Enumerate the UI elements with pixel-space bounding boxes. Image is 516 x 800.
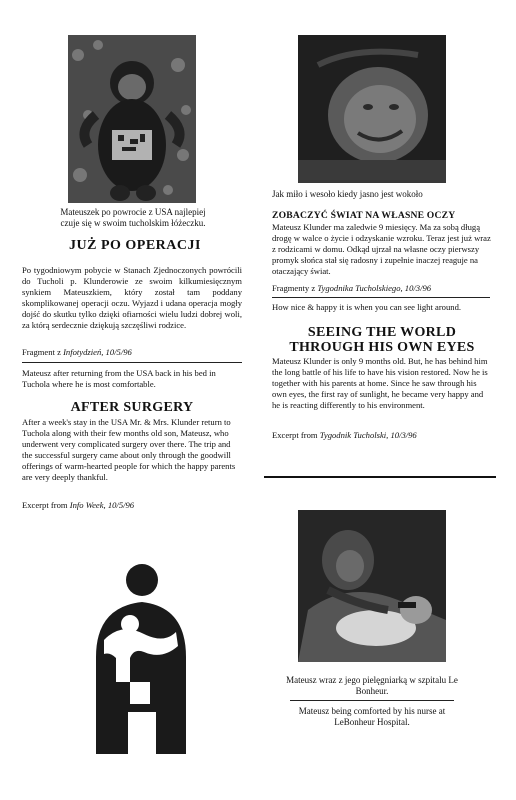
section-divider: [264, 476, 496, 478]
divider: [272, 297, 490, 298]
heading-en-left: AFTER SURGERY: [70, 400, 194, 415]
caption-en-left: Mateusz after returning from the USA back in his bed in Tuchola where he is most comfortable.: [22, 368, 216, 389]
photo2-caption: Jak miło i wesoło kiedy jasno jest wokoło: [272, 189, 423, 199]
heading-pl-right: ZOBACZYĆ ŚWIAT NA WŁASNE OCZY: [272, 210, 456, 221]
source-prefix: Fragment z: [22, 347, 64, 357]
article-body-en-right: Mateusz Klunder is only 9 months old. But, he has behind him the long battle of his life to have his vision restored. Now he is together with his parents at home. Since he saw through his own eyes, the first ray of sunlight, he became very happy and he is reacting differently to his environment.: [272, 356, 488, 410]
source-title: Tygodnika Tucholskiego, 10/3/96: [317, 283, 432, 293]
source-pl-right: [272, 283, 492, 294]
divider: [22, 362, 242, 363]
source-prefix: Excerpt from: [22, 500, 70, 510]
smiling-baby-photo: [298, 35, 446, 183]
nurse-with-baby-photo: [298, 510, 446, 662]
source-en-left: [22, 500, 242, 511]
source-title: Info Week, 10/5/96: [69, 500, 135, 510]
source-title: Infotydzień, 10/5/96: [63, 347, 132, 357]
heading-en-right: SEEING THE WORLD THROUGH HIS OWN EYES: [289, 325, 475, 355]
article-body-pl-right: Mateusz Klunder ma zaledwie 9 miesięcy. Ma za sobą długą drogę w walce o życie i odzyskanie wzroku. Teraz jest już wraz z rodzicami w domu. Odkąd ujrzał na własne oczy pierwszy promyk słońca stał się radosny i zupełnie inaczej reaguje na otaczający świat.: [272, 222, 491, 276]
source-prefix: Fragmenty z: [272, 283, 318, 293]
source-title: Tygodnik Tucholski, 10/3/96: [319, 430, 417, 440]
source-pl-left: [22, 347, 242, 358]
caption-en-right: How nice & happy it is when you can see light around.: [272, 302, 462, 312]
baby-in-crib-photo: [68, 35, 196, 203]
source-prefix: Excerpt from: [272, 430, 320, 440]
article-body-pl-left: Po tygodniowym pobycie w Stanach Zjednoczonych powrócili do Tucholi p. Klunderowie ze swoim kilkumiesięcznym synkiem Mateuszkiem, który został tam poddany skomplikowanej operacji oczu. Wyjazd i udana operacja mogły dojść do skutku tylko dzięki ofiarności wielu ludzi dobrej woli, za którą serdecznie dziękują szczęśliwi rodzice.: [22, 265, 242, 330]
heading-pl-left: JUŻ PO OPERACJI: [69, 238, 201, 253]
parent-child-logo: [86, 562, 196, 754]
article-body-en-left: After a week's stay in the USA Mr. & Mrs. Klunder return to Tuchola along with their few months old son, Mateusz, who underwent very complicated surgery over there. The trip and the successful surgery came about only through the goodwill offerings of warm-hearted people for which the happy parents are very deeply thankful.: [22, 417, 236, 482]
divider: [290, 700, 454, 701]
photo3-caption-en: Mateusz being comforted by his nurse at LeBonheur Hospital.: [298, 706, 446, 727]
photo3-caption-pl: Mateusz wraz z jego pielęgniarką w szpitalu Le Bonheur.: [286, 675, 458, 696]
photo1-caption: Mateuszek po powrocie z USA najlepiej czuje się w swoim tucholskim łóżeczku.: [60, 207, 206, 228]
source-en-right: [272, 430, 492, 441]
